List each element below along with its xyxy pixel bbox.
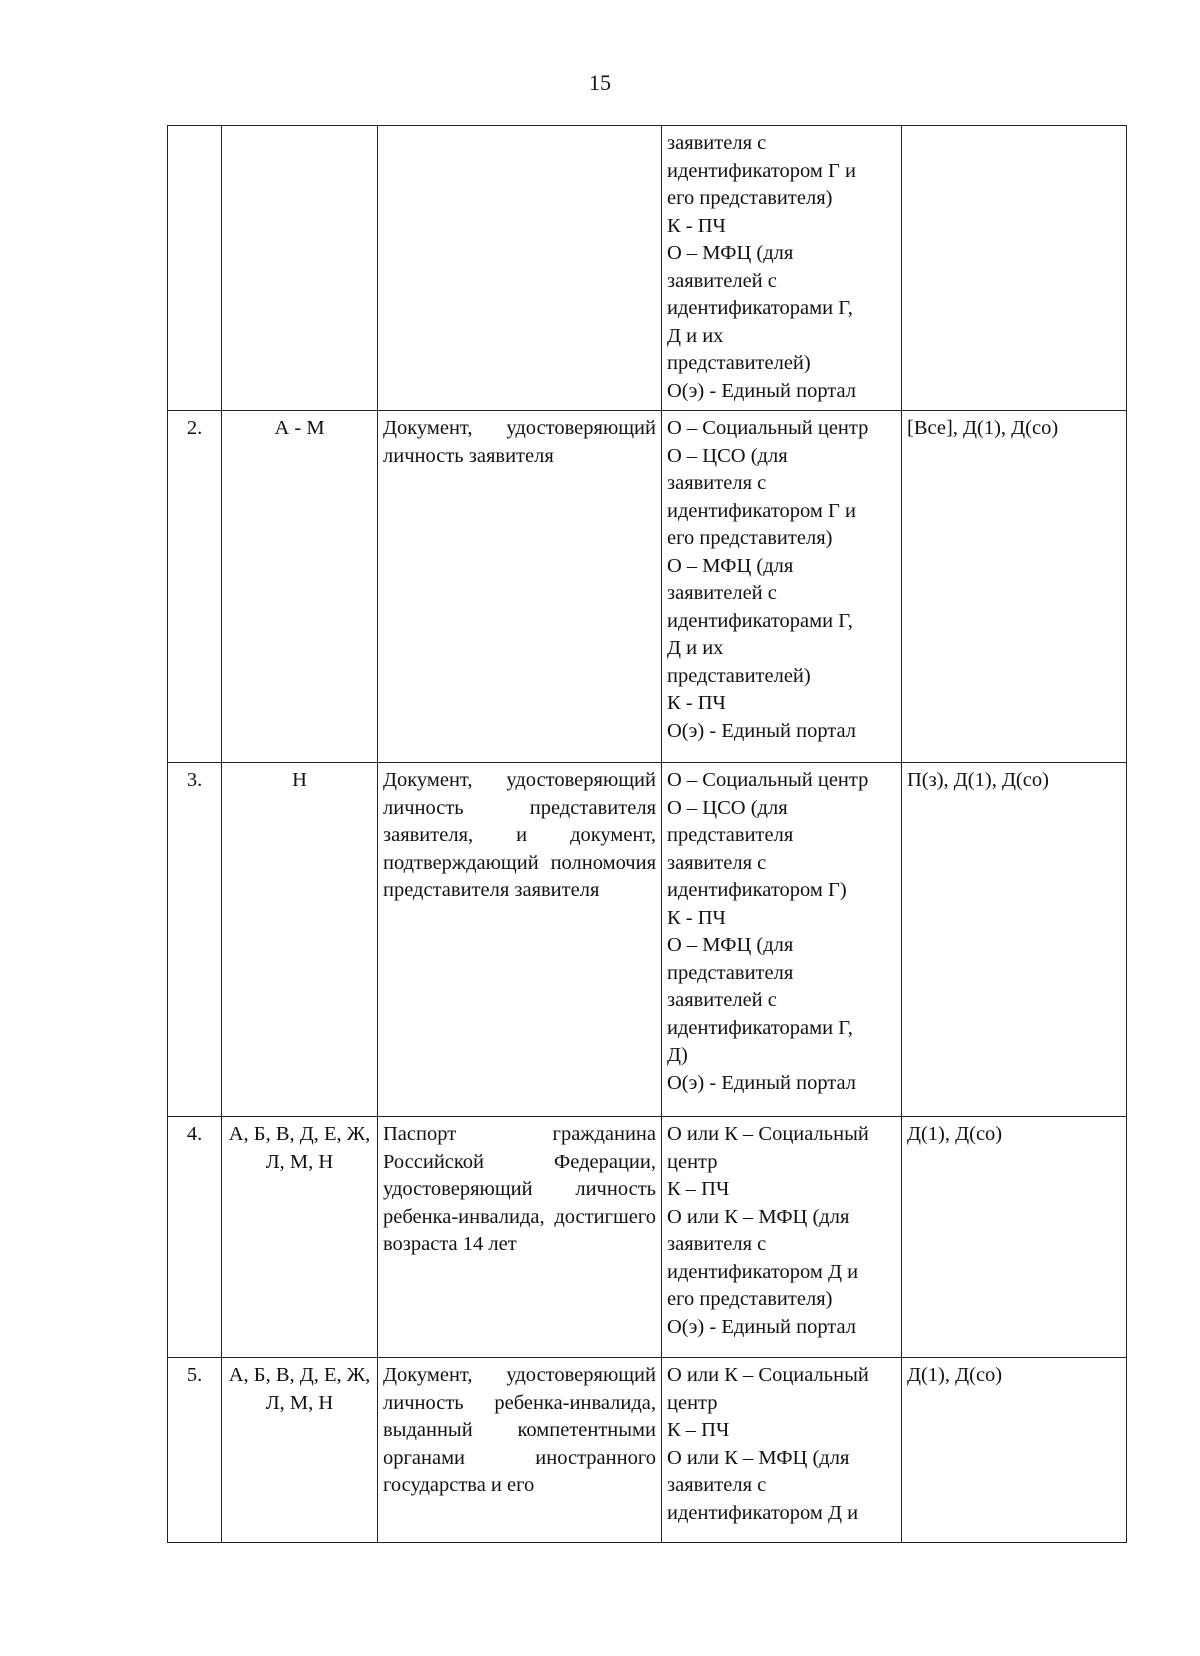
submission-line: центр bbox=[667, 1150, 718, 1173]
submission-line: идентификатором Г и bbox=[667, 499, 856, 522]
documents-table bbox=[167, 125, 1127, 1543]
applicant-codes: А, Б, В, Д, Е, Ж, Л, М, Н bbox=[222, 1117, 378, 1358]
document-name bbox=[378, 126, 662, 411]
submission-line: О или К – Социальный bbox=[667, 1123, 869, 1145]
page-number: 15 bbox=[589, 70, 611, 95]
submission-line: О(э) - Единый портал bbox=[667, 1315, 857, 1338]
document-name: Документ, удостоверяющий личность представителя заявителя, и документ, подтверждающий полномочия представителя заявителя bbox=[378, 763, 662, 1117]
submission-line: О – ЦСО (для bbox=[667, 796, 788, 819]
submission-line: идентификатором Д и bbox=[667, 1260, 859, 1283]
submission-line: Д и их bbox=[667, 637, 724, 659]
submission-line: представителей) bbox=[667, 352, 811, 374]
submission-line: Д и их bbox=[667, 324, 724, 347]
submission-line: идентификатором Г и bbox=[667, 159, 856, 182]
table-row bbox=[168, 1358, 1127, 1543]
submission-line: О или К – МФЦ (для bbox=[667, 1205, 850, 1228]
submission-line: К – ПЧ bbox=[667, 1178, 730, 1200]
row-number: 2. bbox=[168, 411, 222, 763]
row-number: 5. bbox=[168, 1358, 222, 1543]
table-row bbox=[168, 411, 1127, 763]
row-number: 4. bbox=[168, 1117, 222, 1358]
submission-line: заявителя с bbox=[667, 472, 767, 494]
submission-line: идентификаторами Г, bbox=[667, 609, 853, 632]
submission-line: идентификатором Д и bbox=[667, 1501, 859, 1524]
submission-line: представителей) bbox=[667, 664, 811, 687]
submission-line: О – МФЦ (для bbox=[667, 554, 794, 577]
document-refs: Д(1), Д(со) bbox=[902, 1358, 1127, 1543]
submission-line: идентификаторами Г, bbox=[667, 297, 853, 319]
submission-place bbox=[662, 411, 902, 763]
submission-line: О(э) - Единый портал bbox=[667, 379, 857, 402]
submission-line: О или К – МФЦ (для bbox=[667, 1446, 850, 1469]
submission-line: его представителя) bbox=[667, 1288, 833, 1310]
table-row bbox=[168, 763, 1127, 1117]
submission-line: представителя bbox=[667, 961, 794, 984]
submission-line: О – МФЦ (для bbox=[667, 934, 794, 956]
submission-line: О(э) - Единый портал bbox=[667, 719, 857, 742]
submission-line: К - ПЧ bbox=[667, 214, 726, 237]
submission-line: его представителя) bbox=[667, 187, 833, 209]
submission-line: К – ПЧ bbox=[667, 1419, 730, 1441]
document-name: Документ, удостоверяющий личность ребенка-инвалида, выданный компетентными органами иностранного государства и его bbox=[378, 1358, 662, 1543]
document-refs: [Все], Д(1), Д(со) bbox=[902, 411, 1127, 763]
submission-line: его представителя) bbox=[667, 527, 833, 549]
submission-line: центр bbox=[667, 1391, 718, 1414]
submission-line: О – Социальный центр bbox=[667, 769, 869, 791]
submission-line: О или К – Социальный bbox=[667, 1364, 869, 1386]
document-refs: Д(1), Д(со) bbox=[902, 1117, 1127, 1358]
submission-line: К - ПЧ bbox=[667, 906, 726, 929]
submission-line: заявителя с bbox=[667, 851, 767, 874]
submission-line: идентификаторами Г, bbox=[667, 1016, 853, 1039]
applicant-codes: А, Б, В, Д, Е, Ж, Л, М, Н bbox=[222, 1358, 378, 1543]
document-refs bbox=[902, 126, 1127, 411]
document-name: Паспорт гражданина Российской Федерации, удостоверяющий личность ребенка-инвалида, достигшего возраста 14 лет bbox=[378, 1117, 662, 1358]
submission-place bbox=[662, 763, 902, 1117]
submission-line: идентификатором Г) bbox=[667, 879, 847, 901]
submission-line: заявителей с bbox=[667, 582, 777, 604]
table-row bbox=[168, 126, 1127, 411]
submission-line: заявителя с bbox=[667, 1233, 767, 1255]
submission-line: О – ЦСО (для bbox=[667, 444, 788, 467]
applicant-codes bbox=[222, 126, 378, 411]
submission-line: представителя bbox=[667, 824, 794, 846]
submission-line: О – Социальный центр bbox=[667, 417, 869, 439]
submission-place bbox=[662, 1358, 902, 1543]
submission-line: Д) bbox=[667, 1044, 688, 1066]
submission-line: О – МФЦ (для bbox=[667, 242, 794, 264]
applicant-codes: А - М bbox=[222, 411, 378, 763]
document-refs: П(з), Д(1), Д(со) bbox=[902, 763, 1127, 1117]
row-number bbox=[168, 126, 222, 411]
applicant-codes: Н bbox=[222, 763, 378, 1117]
submission-line: О(э) - Единый портал bbox=[667, 1071, 857, 1094]
submission-line: заявителя с bbox=[667, 132, 767, 154]
row-number: 3. bbox=[168, 763, 222, 1117]
submission-place bbox=[662, 126, 902, 411]
table-row bbox=[168, 1117, 1127, 1358]
submission-line: заявителей с bbox=[667, 989, 777, 1011]
submission-line: заявителей с bbox=[667, 269, 777, 292]
document-name: Документ, удостоверяющий личность заявителя bbox=[378, 411, 662, 763]
submission-line: заявителя с bbox=[667, 1474, 767, 1496]
submission-line: К - ПЧ bbox=[667, 692, 726, 714]
submission-place bbox=[662, 1117, 902, 1358]
